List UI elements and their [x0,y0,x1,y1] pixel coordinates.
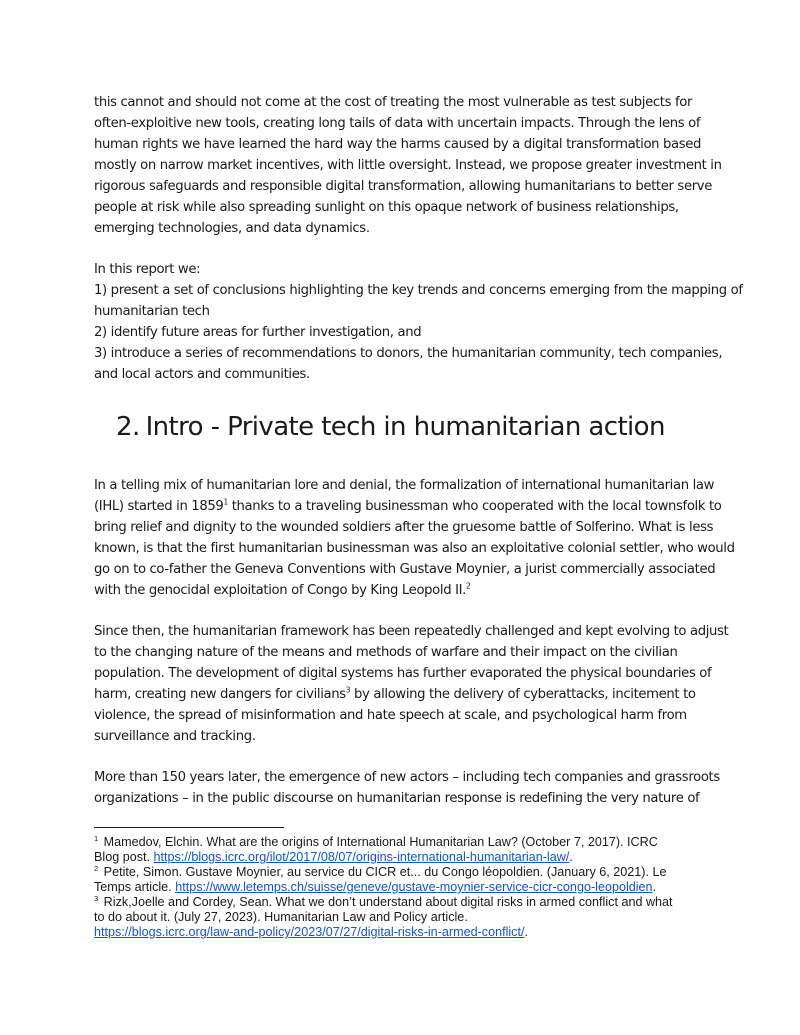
footnote-1-cont [94,850,714,865]
report-list-item: 2) identify future areas for further investigation, and [94,325,422,340]
paragraph-line: go on to co-father the Geneva Conventions with Gustave Moynier, a jurist commercially associated [94,562,716,577]
paragraph-new-actors [94,767,720,809]
report-list [94,259,743,385]
paragraph-line [94,496,722,517]
paragraph-line [94,684,714,705]
intro-line: this cannot and should not come at the cost of treating the most vulnerable as test subjects for [94,95,693,110]
line-text: (IHL) started in 1859 [94,499,224,514]
report-list-item: 3) introduce a series of recommendations to donors, the humanitarian community, tech companies, [94,346,723,361]
intro-paragraph [94,92,722,239]
footnote-3-cont [94,925,714,940]
paragraph-line: More than 150 years later, the emergence of new actors – including tech companies and grassroots [94,770,720,785]
footnote-3-link[interactable]: https://blogs.icrc.org/law-and-policy/2023/07/27/digital-risks-in-armed-conflict/ [94,925,525,939]
report-list-item: 1) present a set of conclusions highlighting the key trends and concerns emerging from the mapping of [94,283,743,298]
footnote-text: Blog post. [94,850,154,864]
paragraph-line: In a telling mix of humanitarian lore and denial, the formalization of international humanitarian law [94,478,715,493]
paragraph-line: violence, the spread of misinformation and hate speech at scale, and psychological harm from [94,708,687,723]
footnote-text: Petite, Simon. Gustave Moynier, au service du CICR et... du Congo léopoldien. (January 6, 2021). Le [100,865,667,879]
footnote-ref-2[interactable]: 2 [466,581,471,591]
intro-line: often-exploitive new tools, creating long tails of data with uncertain impacts. Through the lens of [94,116,701,131]
footnote-2-link[interactable]: https://www.letemps.ch/suisse/geneve/gustave-moynier-service-cicr-congo-leopoldien [175,880,653,894]
footnote-separator [94,827,284,828]
footnote-number: 1 [94,833,99,843]
footnote-2-cont [94,880,714,895]
paragraph-ihl-history [94,475,735,601]
footnotes [94,835,714,940]
footnote-text: Temps article. [94,880,176,894]
intro-line: emerging technologies, and data dynamics. [94,221,370,236]
footnote-1-link[interactable]: https://blogs.icrc.org/ilot/2017/08/07/origins-international-humanitarian-law/ [153,850,570,864]
paragraph-line [94,580,714,601]
section-title: Intro - Private tech in humanitarian action [145,412,665,442]
paragraph-line: to the changing nature of the means and methods of warfare and their impact on the civilian [94,645,678,660]
paragraph-line: bring relief and dignity to the wounded soldiers after the gruesome battle of Solferino. What is less [94,520,714,535]
footnote-text: Rizk,Joelle and Cordey, Sean. What we don’t understand about digital risks in armed conflict and what [100,895,673,909]
footnote-3-cont: to do about it. (July 27, 2023). Humanitarian Law and Policy article. [94,910,468,924]
footnote-ref-3[interactable]: 3 [345,685,351,695]
footnote-1 [94,835,714,850]
report-list-item: and local actors and communities. [94,367,310,382]
footnote-number: 3 [94,893,99,903]
paragraph-framework [94,621,729,747]
footnote-number: 2 [94,863,99,873]
intro-line: rigorous safeguards and responsible digital transformation, allowing humanitarians to better serve [94,179,712,194]
section-heading [116,405,665,449]
paragraph-line: organizations – in the public discourse on humanitarian response is redefining the very nature of [94,791,700,806]
footnote-text: . [569,850,573,864]
paragraph-line: surveillance and tracking. [94,729,256,744]
intro-line: human rights we have learned the hard way the harms caused by a digital transformation based [94,137,702,152]
report-list-lead: In this report we: [94,262,201,277]
report-list-item: humanitarian tech [94,304,210,319]
footnote-text: . [652,880,657,894]
line-text: harm, creating new dangers for civilians [94,687,346,702]
line-text: with the genocidal exploitation of Congo by King Leopold II. [94,583,466,598]
footnote-3 [94,895,714,910]
intro-line: mostly on narrow market incentives, with little oversight. Instead, we propose greater investment in [94,158,722,173]
intro-line: people at risk while also spreading sunlight on this opaque network of business relationships, [94,200,679,215]
footnote-ref-1[interactable]: 1 [223,497,228,507]
paragraph-line: population. The development of digital systems has further evaporated the physical boundaries of [94,666,712,681]
footnote-text: . [524,925,528,939]
section-number: 2. [116,412,140,442]
footnote-text: Mamedov, Elchin. What are the origins of International Humanitarian Law? (October 7, 2017). ICRC [100,835,658,849]
line-text: by allowing the delivery of cyberattacks, incitement to [350,687,696,702]
footnote-2 [94,865,714,880]
paragraph-line: Since then, the humanitarian framework has been repeatedly challenged and kept evolving to adjust [94,624,729,639]
paragraph-line: known, is that the first humanitarian businessman was also an exploitative colonial settler, who would [94,541,735,556]
line-text: thanks to a traveling businessman who cooperated with the local townsfolk to [227,499,722,514]
